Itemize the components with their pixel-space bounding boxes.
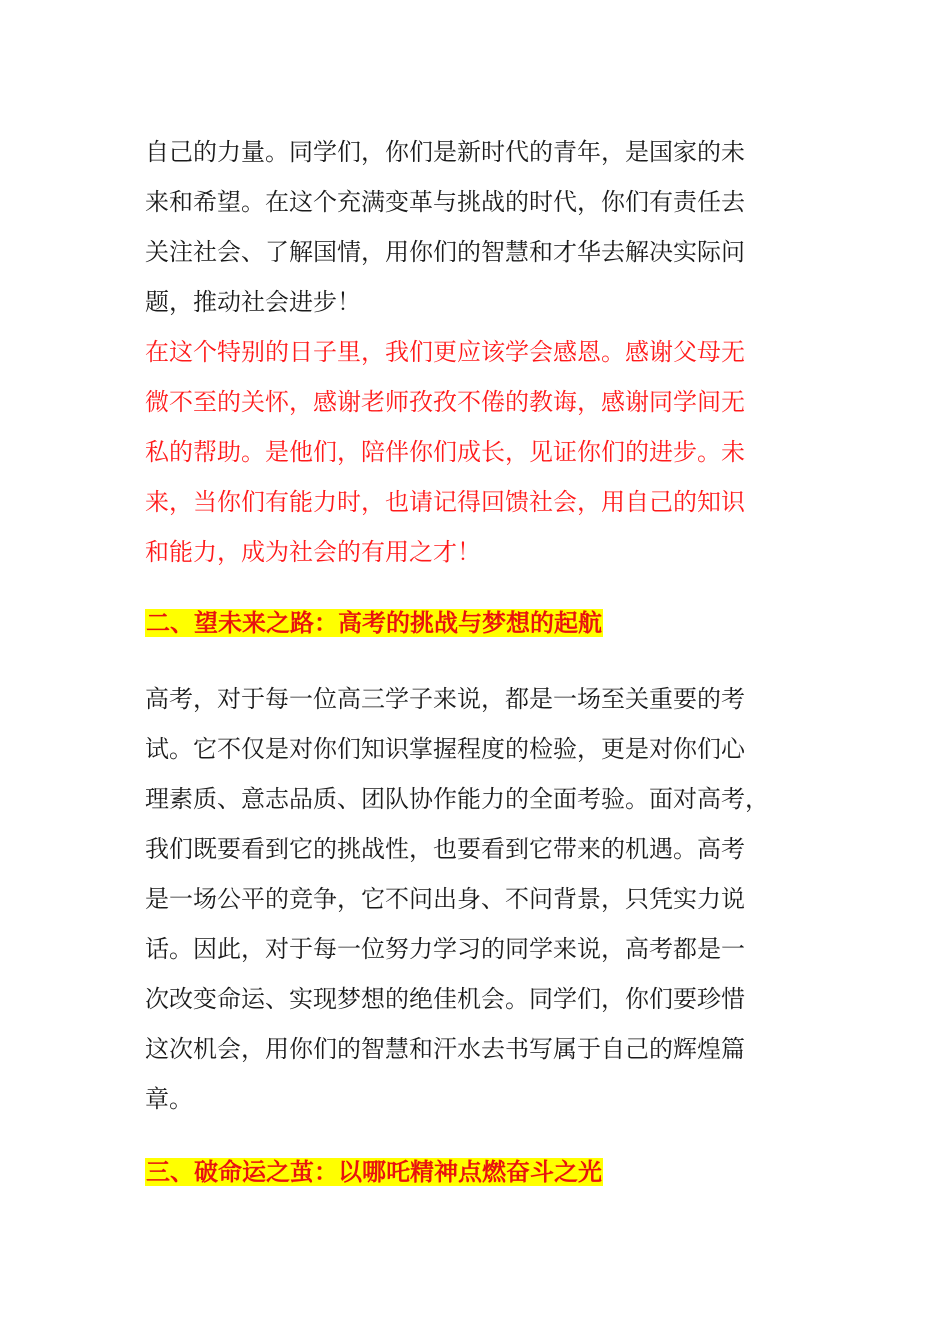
- paragraph-line: 微不至的关怀，感谢老师孜孜不倦的教诲，感谢同学间无: [145, 388, 745, 416]
- paragraph-line: 这次机会，用你们的智慧和汗水去书写属于自己的辉煌篇: [145, 1035, 745, 1063]
- paragraph-line: 是一场公平的竞争，它不问出身、不问背景，只凭实力说: [145, 885, 745, 913]
- paragraph-line: 话。因此，对于每一位努力学习的同学来说，高考都是一: [145, 935, 745, 963]
- section-heading-3: [145, 1155, 603, 1189]
- paragraph-line: 题，推动社会进步！: [145, 288, 361, 316]
- section-heading-2: [145, 606, 603, 640]
- paragraph-line: 理素质、意志品质、团队协作能力的全面考验。面对高考，: [145, 785, 769, 813]
- section-heading-text: 三、破命运之茧：以哪吒精神点燃奋斗之光: [146, 1158, 602, 1186]
- paragraph-1: [145, 127, 813, 577]
- paragraph-gratitude: [145, 327, 813, 577]
- paragraph-line: 试。它不仅是对你们知识掌握程度的检验，更是对你们心: [145, 735, 745, 763]
- paragraph-line: 来，当你们有能力时，也请记得回馈社会，用自己的知识: [145, 488, 745, 516]
- paragraph-2: [145, 674, 813, 1124]
- section-heading-text: 二、望未来之路：高考的挑战与梦想的起航: [146, 609, 602, 637]
- paragraph-line: 高考，对于每一位高三学子来说，都是一场至关重要的考: [145, 685, 745, 713]
- paragraph-line: 在这个特别的日子里，我们更应该学会感恩。感谢父母无: [145, 338, 745, 366]
- paragraph-line: 私的帮助。是他们，陪伴你们成长，见证你们的进步。未: [145, 438, 745, 466]
- paragraph-line: 来和希望。在这个充满变革与挑战的时代，你们有责任去: [145, 188, 745, 216]
- paragraph-line: 和能力，成为社会的有用之才！: [145, 538, 481, 566]
- paragraph-line: 关注社会、了解国情，用你们的智慧和才华去解决实际问: [145, 238, 745, 266]
- paragraph-line: 我们既要看到它的挑战性，也要看到它带来的机遇。高考: [145, 835, 745, 863]
- paragraph-line: 章。: [145, 1085, 193, 1113]
- paragraph-line: 次改变命运、实现梦想的绝佳机会。同学们，你们要珍惜: [145, 985, 745, 1013]
- paragraph-line: 自己的力量。同学们，你们是新时代的青年，是国家的未: [145, 138, 745, 166]
